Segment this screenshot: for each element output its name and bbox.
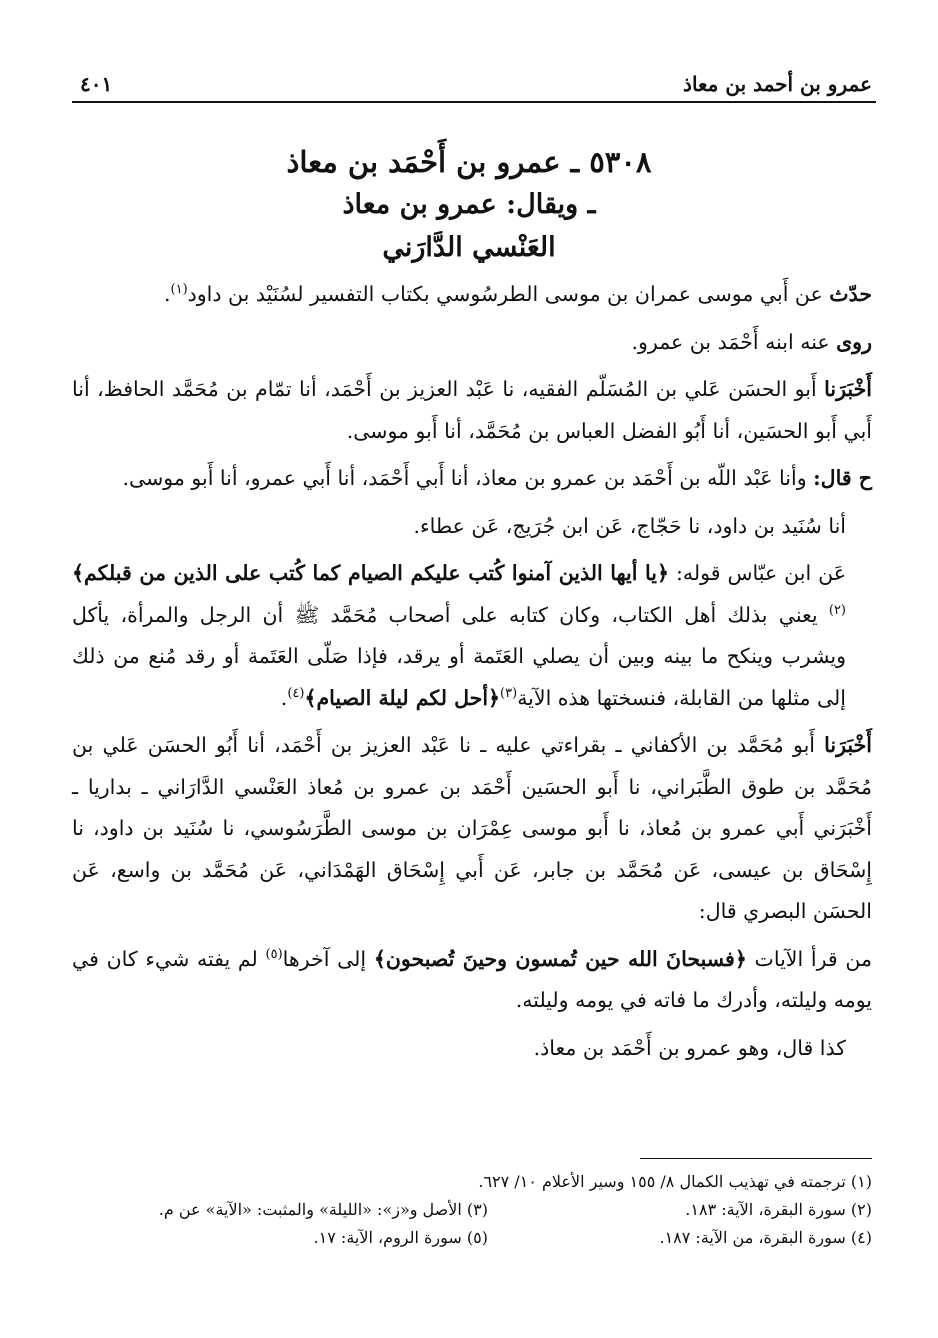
header-rule [72, 101, 876, 103]
paragraph-text: إلى آخرها [282, 946, 374, 971]
entry-nisba: العَنْسي الدَّارَني [382, 232, 556, 263]
paragraph-text: وأنا عَبْد اللّه بن أَحْمَد بن عمرو بن معاذ، أنا أَبي أَحْمَد، أنا أَبي عمرو، أنا أَبو موسى. [122, 466, 814, 490]
page-header [80, 62, 872, 96]
footnote-ref: (٥) [265, 946, 283, 962]
paragraph-text: من قرأ الآيات [746, 946, 872, 971]
entry-title: ٥٣٠٨ ـ عمرو بن أَحْمَد بن معاذ [286, 145, 652, 179]
paragraph [72, 369, 872, 452]
page-number: ٤٠١ [80, 72, 113, 96]
punctuation: . [163, 282, 171, 306]
paragraph-text: أَبو مُحَمَّد بن الأكفاني ـ بقراءتي عليه ـ نا عَبْد العزيز بن أَحْمَد، أنا أَبُو الحسَن عَلي بن مُحَمَّد بن طوق الطَّبَراني، نا أَبو الحسَين أَحْمَد بن عمرو بن مُعاذ العَنْسي الدَّارَاني ـ بداريا ـ أَخْبَرَني أَبي عمرو بن مُعاذ، نا أَبو موسى عِمْرَان بن موسى الطَّرَسُوسي، نا سُنَيد بن داود، نا إِسْحَاق بن عيسى، عَن مُحَمَّد بن جابر، عَن أَبي إِسْحَاق الهَمْدَاني، عَن مُحَمَّد بن واسع، عَن الحسَن البصري قال: [72, 733, 872, 923]
paragraph-text: أنا سُنَيد بن داود، نا حَجّاج، عَن ابن جُرَيج، عَن عطاء. [413, 513, 846, 538]
paragraph [72, 725, 872, 933]
footnote-row [72, 1224, 872, 1252]
footnote: (٢) سورة البقرة، الآية: ١٨٣. [685, 1200, 872, 1219]
paragraph [72, 553, 872, 719]
punctuation: . [280, 685, 288, 710]
footnote-ref: (٣) [500, 685, 518, 701]
paragraph-text: أَبو الحسَن عَلي بن المُسَلّم الفقيه، نا عَبْد العزيز بن أَحْمَد، أنا تمّام بن مُحَمَّد الحافظ، أنا أَبي أَبو الحسَين، أنا أَبُو الفضل العباس بن مُحَمَّد، أنا أَبو موسى. [72, 377, 872, 443]
footnote-rule [640, 1158, 872, 1159]
footnote: (٣) الأصل و«ز»: «الليلة» والمثبت: «الآية» عن م. [158, 1200, 488, 1219]
quran-quote: ﴿أحل لكم ليلة الصيام﴾ [304, 685, 501, 710]
lead-word: أَخْبَرَنا [824, 377, 872, 401]
paragraph [72, 939, 872, 1022]
footnote-ref: (١) [170, 282, 188, 298]
paragraph [72, 274, 872, 316]
lead-word: روى [836, 329, 872, 354]
footnote-row [72, 1196, 872, 1224]
lead-word: حدّث [829, 282, 872, 306]
running-title: عمرو بن أحمد بن معاذ [683, 72, 872, 96]
lead-word: أَخْبَرَنا [824, 733, 872, 757]
body-text [72, 274, 872, 1075]
paragraph [72, 1028, 872, 1070]
paragraph [72, 458, 872, 500]
quran-quote: ﴿يا أيها الذين آمنوا كُتب عليكم الصيام كما كُتب على الذين من قبلكم﴾ [72, 561, 669, 585]
paragraph-text: يعني بذلك أهل الكتاب، وكان كتابه على أصحاب مُحَمَّد ﷺ أن الرجل والمرأة، يأكل ويشرب وينكح ما بينه وبين أن يصلي العَتَمة أو يرقد، فإذا صَلّى العَتَمة أو رقد مُنع من ذلك إلى مثلها من القابلة، فنسختها هذه الآية [72, 602, 846, 710]
paragraph [72, 506, 872, 548]
quran-quote: ﴿فسبحانَ الله حين تُمسون وحينَ تُصبحون﴾ [373, 946, 747, 971]
paragraph [72, 322, 872, 364]
footnote: (٥) سورة الروم، الآية: ١٧. [313, 1228, 488, 1247]
paragraph-text: عنه ابنه أَحْمَد بن عمرو. [631, 329, 837, 354]
footnote: (١) ترجمته في تهذيب الكمال ٨/ ١٥٥ وسير الأعلام ١٠/ ٦٢٧. [478, 1172, 872, 1191]
paragraph-text: لم يفته شيء كان في يومه وليلته، وأدرك ما فاته في يومه وليلته. [72, 946, 872, 1012]
footnote-row [72, 1168, 872, 1196]
footnotes [72, 1168, 872, 1252]
footnote-ref: (٢) [828, 602, 846, 618]
paragraph-text: كذا قال، وهو عمرو بن أَحْمَد بن معاذ. [533, 1035, 846, 1060]
entry-alt-name: ـ ويقال: عمرو بن معاذ [342, 189, 596, 220]
footnote: (٤) سورة البقرة، من الآية: ١٨٧. [659, 1228, 872, 1247]
footnote-ref: (٤) [287, 685, 305, 701]
paragraph-text: عَن ابن عبّاس قوله: [668, 561, 846, 585]
paragraph-text: عن أَبي موسى عمران بن موسى الطرسُوسي بكتاب التفسير لسُنَيْد بن داود [187, 282, 830, 306]
lead-word: ح قال: [813, 466, 872, 490]
